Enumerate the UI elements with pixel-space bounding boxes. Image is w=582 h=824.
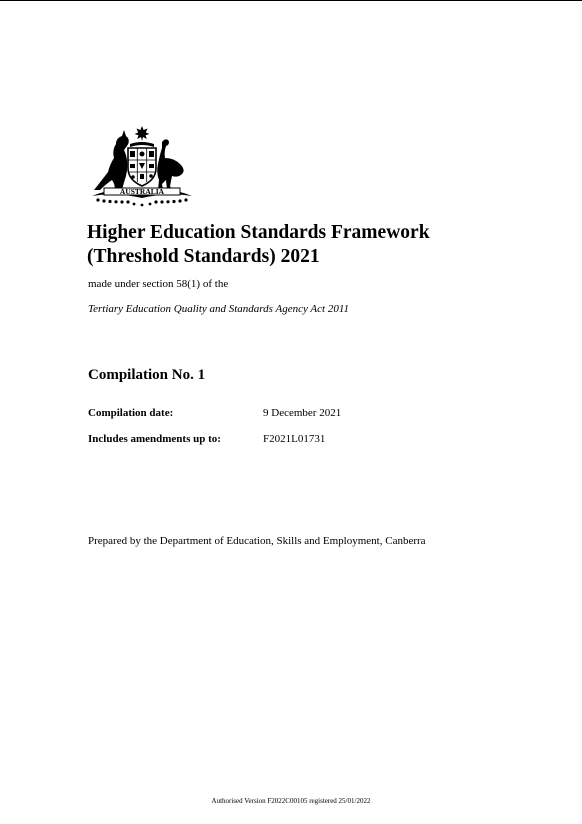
footer-authorised-version: Authorised Version F2022C00105 registered 25/01/2022 — [211, 797, 371, 805]
act-name: Tertiary Education Quality and Standards Agency Act 2011 — [88, 303, 350, 315]
compilation-heading: Compilation No. 1 — [88, 367, 206, 383]
crest-scroll-text: AUSTRALIA — [119, 187, 165, 196]
australian-coat-of-arms-icon — [86, 124, 198, 208]
amendments-label: Includes amendments up to: — [88, 433, 221, 445]
amendments-value: F2021L01731 — [263, 433, 326, 445]
prepared-by-text: Prepared by the Department of Education, Skills and Employment, Canberra — [88, 535, 426, 547]
title-line-2: (Threshold Standards) 2021 — [87, 246, 320, 267]
document-title — [87, 221, 547, 269]
compilation-date-value: 9 December 2021 — [263, 407, 342, 419]
compilation-date-label: Compilation date: — [88, 407, 174, 419]
top-border-rule — [0, 0, 582, 1]
title-line-1: Higher Education Standards Framework — [87, 222, 430, 243]
made-under-text: made under section 58(1) of the — [88, 278, 229, 290]
